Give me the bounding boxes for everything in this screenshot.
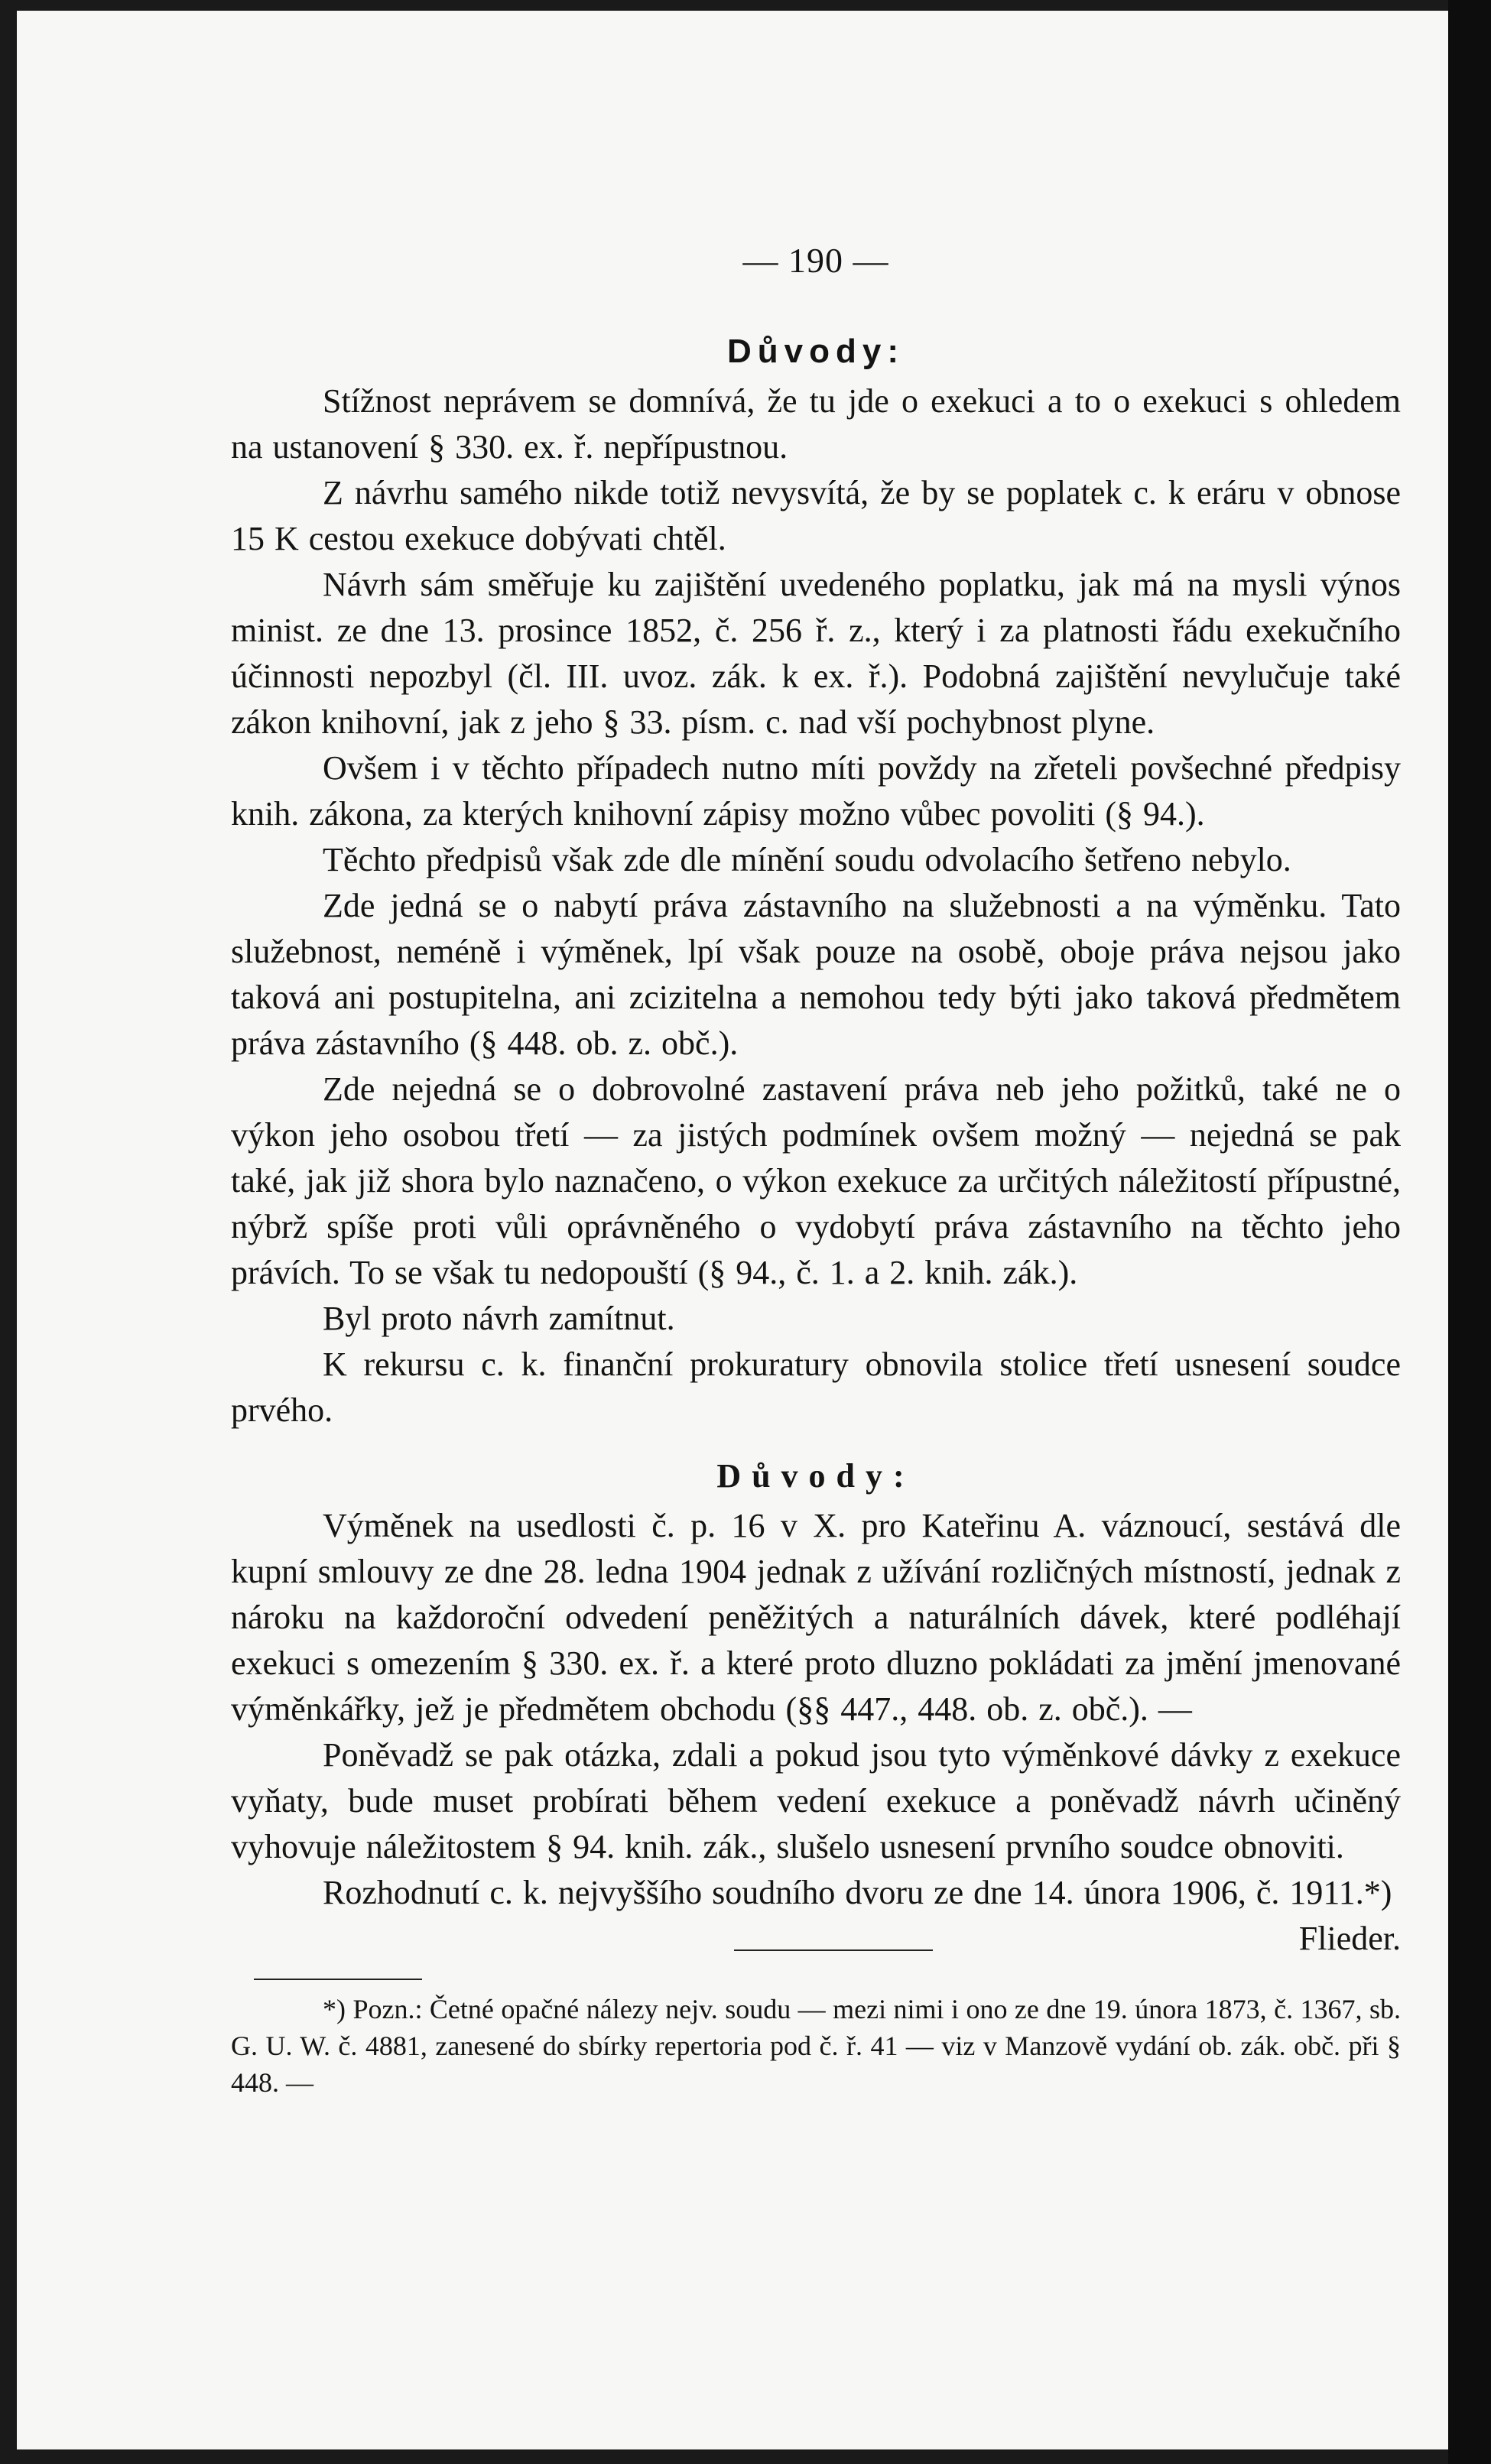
paragraph: Z návrhu samého nikde totiž nevysvítá, že by se poplatek c. k eráru v obnose 15 K cestou exekuce dobývati chtěl. (231, 474, 1401, 557)
paragraph: Ovšem i v těchto případech nutno míti povždy na zřeteli povšechné předpisy knih. zákona, za kterých knihovní zápisy možno vůbec povoliti (§ 94.). (231, 749, 1401, 833)
paragraph: Stížnost neprávem se domnívá, že tu jde o exekuci a to o exekuci s ohledem na ustanovení § 330. ex. ř. nepřípustnou. (231, 382, 1401, 466)
scan-edge (1448, 0, 1491, 2464)
paragraph: Návrh sám směřuje ku zajištění uvedeného poplatku, jak má na mysli výnos minist. ze dne 13. prosince 1852, č. 256 ř. z., který i za platnosti řádu exekučního účinnosti nepozbyl (čl. III. uvoz. zák. k ex. ř.). Podobná zajištění nevylučuje také zákon knihovní, jak z jeho § 33. písm. c. nad vší pochybnost plyne. (231, 566, 1401, 741)
signature-line (734, 1949, 933, 1951)
paragraph: Byl proto návrh zamítnut. (323, 1300, 675, 1337)
signature: Flieder. (1298, 1920, 1401, 1957)
paragraph: Těchto předpisů však zde dle mínění soudu odvolacího šetřeno nebylo. (323, 841, 1291, 878)
paragraph: Poněvadž se pak otázka, zdali a pokud jsou tyto výměnkové dávky z exekuce vyňaty, bude muset probírati během vedení exekuce a poněvadž návrh učiněný vyhovuje náležitostem § 94. knih. zák., slušelo usnesení prvního soudce obnoviti. (231, 1736, 1401, 1865)
page-content (231, 240, 1401, 2101)
section-heading: Důvody: (727, 333, 905, 370)
paragraph: Zde jedná se o nabytí práva zástavního na služebnosti a na výměnku. Tato služebnost, neméně i výměnek, lpí však pouze na osobě, oboje práva nejsou jako taková ani postupitelna, ani zcizitelna a nemohou tedy býti jako taková předmětem práva zástavního (§ 448. ob. z. obč.). (231, 887, 1401, 1062)
decision-paragraph: Rozhodnutí c. k. nejvyššího soudního dvoru ze dne 14. února 1906, č. 1911.*) (323, 1874, 1392, 1911)
document-page (17, 11, 1448, 2449)
paragraph: K rekursu c. k. finanční prokuratury obnovila stolice třetí usnesení soudce prvého. (231, 1346, 1401, 1429)
paragraph: Zde nejedná se o dobrovolné zastavení práva neb jeho požitků, také ne o výkon jeho osobou třetí — za jistých podmínek ovšem možný — nejedná se pak také, jak již shora bylo naznačeno, o výkon exekuce za určitých náležitostí přípustné, nýbrž spíše proti vůli oprávněného o vydobytí práva zástavního na těchto jeho právích. To se však tu nedopouští (§ 94., č. 1. a 2. knih. zák.). (231, 1070, 1401, 1291)
footnote-rule (254, 1979, 422, 1980)
page-number: — 190 — (742, 241, 889, 280)
footnote: *) Pozn.: Četné opačné nálezy nejv. soudu — mezi nimi i ono ze dne 19. února 1873, č. 1367, sb. G. U. W. č. 4881, zanesené do sbírky repertoria pod č. ř. 41 — viz v Manzově vydání ob. zák. obč. při § 448. — (231, 1994, 1401, 2098)
section-heading: Důvody: (716, 1457, 915, 1495)
signature-row (231, 1916, 1401, 1962)
paragraph: Výměnek na usedlosti č. p. 16 v X. pro Kateřinu A. váznoucí, sestává dle kupní smlouvy ze dne 28. ledna 1904 jednak z užívání rozličných místností, jednak z nároku na každoroční odvedení peněžitých a naturálních dávek, které podléhají exekuci s omezením § 330. ex. ř. a které proto dluzno pokládati za jmění jmenované výměnkářky, jež je předmětem obchodu (§§ 447., 448. ob. z. obč.). — (231, 1507, 1401, 1728)
